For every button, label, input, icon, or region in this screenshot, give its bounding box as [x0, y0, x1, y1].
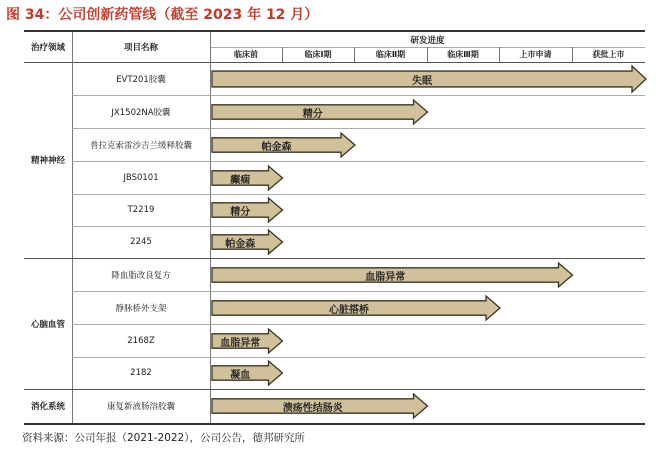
source-note: 资料来源：公司年报（2021-2022），公司公告，德邦研究所	[22, 432, 305, 444]
project-name: 普拉克索雷沙吉兰缓释胶囊	[89, 140, 192, 151]
project-name: 2168Z	[127, 335, 155, 346]
indication-label: 帕金森	[261, 141, 292, 153]
stage-preclinical: 临床前	[234, 50, 258, 59]
stage-nda: 上市申请	[519, 50, 552, 59]
row-divider	[72, 291, 645, 292]
stage-divider-5	[572, 47, 573, 62]
project-name: T2219	[127, 205, 155, 215]
project-name: 降血脂改良复方	[111, 270, 171, 281]
row-divider	[72, 226, 645, 227]
header-project-label: 项目名称	[123, 43, 158, 53]
indication-label: 溃疡性结肠炎	[282, 403, 343, 414]
indication-label: 血脂异常	[365, 271, 406, 283]
stage-divider-3	[427, 47, 428, 62]
row-divider	[72, 161, 645, 162]
area-label: 心脑血管	[30, 319, 65, 330]
stage-phase-1: 临床Ⅰ期	[304, 50, 332, 59]
area-label: 消化系统	[30, 402, 65, 412]
project-name: 2245	[130, 237, 152, 247]
project-name: JBS0101	[123, 172, 159, 183]
indication-label: 癫痫	[230, 174, 251, 186]
header-area-label: 治疗领域	[30, 43, 65, 53]
table-bottom-border	[24, 423, 645, 425]
stage-divider-2	[354, 47, 355, 62]
project-name: 2182	[130, 368, 152, 378]
figure-title: 图 34：公司创新药管线（截至 2023 年 12 月）	[6, 7, 319, 23]
col-divider-project	[210, 32, 211, 423]
indication-label: 心脏搭桥	[329, 304, 369, 316]
row-divider	[72, 95, 645, 96]
indication-label: 精分	[230, 207, 251, 218]
stage-phase-3: 临床Ⅲ期	[447, 50, 479, 59]
header-progress-label: 研发进度	[410, 35, 445, 46]
area-label: 精神神经	[30, 156, 65, 166]
row-divider	[72, 128, 645, 129]
indication-label: 精分	[302, 108, 323, 120]
stage-divider-4	[499, 47, 500, 62]
row-divider	[72, 324, 645, 325]
indication-label: 血脂异常	[220, 337, 261, 349]
stage-approved: 获批上市	[592, 50, 625, 59]
stage-phase-2: 临床Ⅱ期	[375, 50, 406, 59]
project-name: 康复新液肠溶胶囊	[106, 402, 175, 412]
project-name: 静脉桥外支架	[115, 303, 167, 314]
project-name: EVT201胶囊	[116, 74, 166, 85]
project-name: JX1502NA胶囊	[111, 107, 171, 118]
indication-label: 凝血	[230, 370, 251, 381]
row-divider	[72, 357, 645, 358]
indication-label: 失眠	[412, 75, 432, 87]
stage-divider-1	[282, 47, 283, 62]
row-divider	[72, 194, 645, 195]
indication-label: 帕金森	[225, 239, 256, 250]
